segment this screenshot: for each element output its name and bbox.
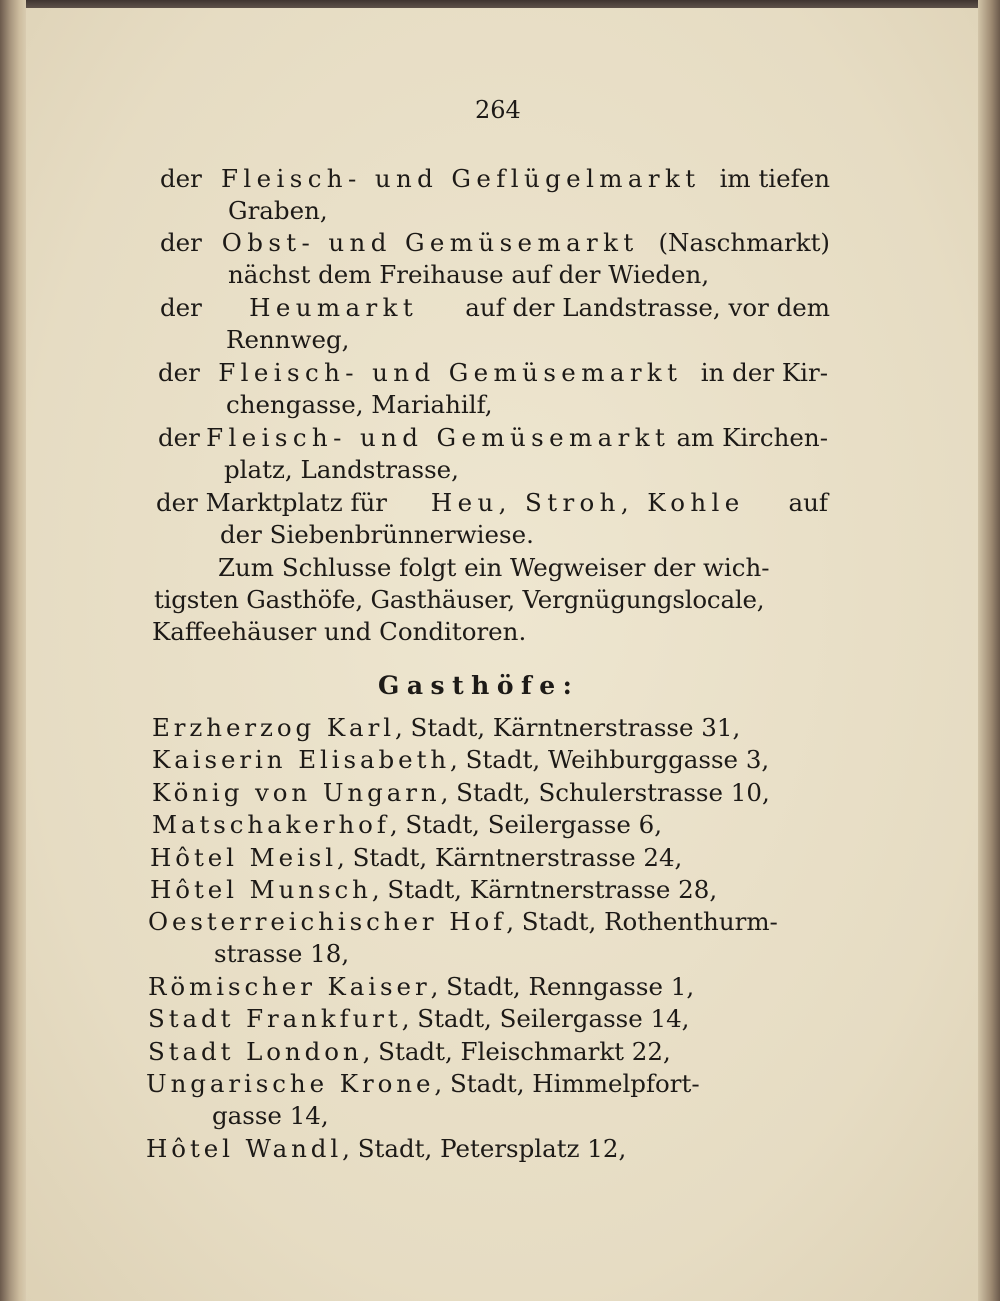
hotel-name: Matschakerhof [152,810,390,839]
market-continuation: Graben, [228,196,328,225]
hotel-entry: Erzherzog Karl, Stadt, Kärntnerstrasse 31, [152,713,741,742]
hotel-name: Stadt Frankfurt [148,1004,402,1033]
hotel-name: Hôtel Wandl [146,1134,343,1163]
hotel-entry: Kaiserin Elisabeth, Stadt, Weihburggasse 3, [152,745,770,774]
market-name: Fleisch- und Gemüsemarkt [206,423,671,452]
hotel-name: Oesterreichischer Hof [148,907,507,936]
paragraph-line: tigsten Gasthöfe, Gasthäuser, Vergnügungslocale, [154,585,765,614]
market-name: Heumarkt [249,293,419,322]
market-continuation: chengasse, Mariahilf, [226,390,493,419]
market-continuation: platz, Landstrasse, [224,455,459,484]
hotel-entry: Hôtel Munsch, Stadt, Kärntnerstrasse 28, [150,875,718,904]
market-name: Fleisch- und Gemüsemarkt [218,358,683,387]
hotel-name: Erzherzog Karl [152,713,395,742]
hotel-name: Stadt London [148,1037,363,1066]
market-continuation: Rennweg, [226,325,350,354]
market-name: Fleisch- und Geflügelmarkt [221,164,701,193]
market-line: der Obst- und Gemüsemarkt (Naschmarkt) [160,228,830,257]
market-line: der Fleisch- und Gemüsemarkt in der Kir- [158,358,828,387]
hotel-entry: Hôtel Wandl, Stadt, Petersplatz 12, [146,1134,627,1163]
hotel-name: Hôtel Munsch [150,875,372,904]
section-heading: Gasthöfe: [378,671,580,700]
hotel-entry: Oesterreichischer Hof, Stadt, Rothenthurm- [148,907,778,936]
hotel-name: Römischer Kaiser [148,972,431,1001]
hotel-entry: König von Ungarn, Stadt, Schulerstrasse 10, [152,778,770,807]
hotel-entry: Matschakerhof, Stadt, Seilergasse 6, [152,810,663,839]
hotel-entry-continuation: gasse 14, [212,1101,329,1130]
paragraph-line: Kaffeehäuser und Conditoren. [152,617,527,646]
market-continuation: nächst dem Freihause auf der Wieden, [228,260,710,289]
hotel-entry: Stadt Frankfurt, Stadt, Seilergasse 14, [148,1004,690,1033]
market-name: Obst- und Gemüsemarkt [221,228,639,257]
hotel-name: König von Ungarn [152,778,441,807]
page-number: 264 [475,96,521,124]
market-line: der Heumarkt auf der Landstrasse, vor dem [160,293,830,322]
hotel-entry: Hôtel Meisl, Stadt, Kärntnerstrasse 24, [150,843,683,872]
hotel-entry: Stadt London, Stadt, Fleischmarkt 22, [148,1037,671,1066]
hotel-entry: Römischer Kaiser, Stadt, Renngasse 1, [148,972,695,1001]
hotel-entry: Ungarische Krone, Stadt, Himmelpfort- [146,1069,700,1098]
market-line: der Marktplatz für Heu, Stroh, Kohle auf [156,488,828,517]
hotel-name: Hôtel Meisl [150,843,338,872]
market-name: Heu, Stroh, Kohle [430,488,745,517]
hotel-entry-continuation: strasse 18, [214,939,350,968]
hotel-name: Kaiserin Elisabeth [152,745,451,774]
paragraph-line: Zum Schlusse folgt ein Wegweiser der wich- [218,553,770,582]
hotel-name: Ungarische Krone [146,1069,435,1098]
market-line: der Fleisch- und Geflügelmarkt im tiefen [160,164,830,193]
market-continuation: der Siebenbrünnerwiese. [220,520,534,549]
market-line: der Fleisch- und Gemüsemarkt am Kirchen- [158,423,828,452]
